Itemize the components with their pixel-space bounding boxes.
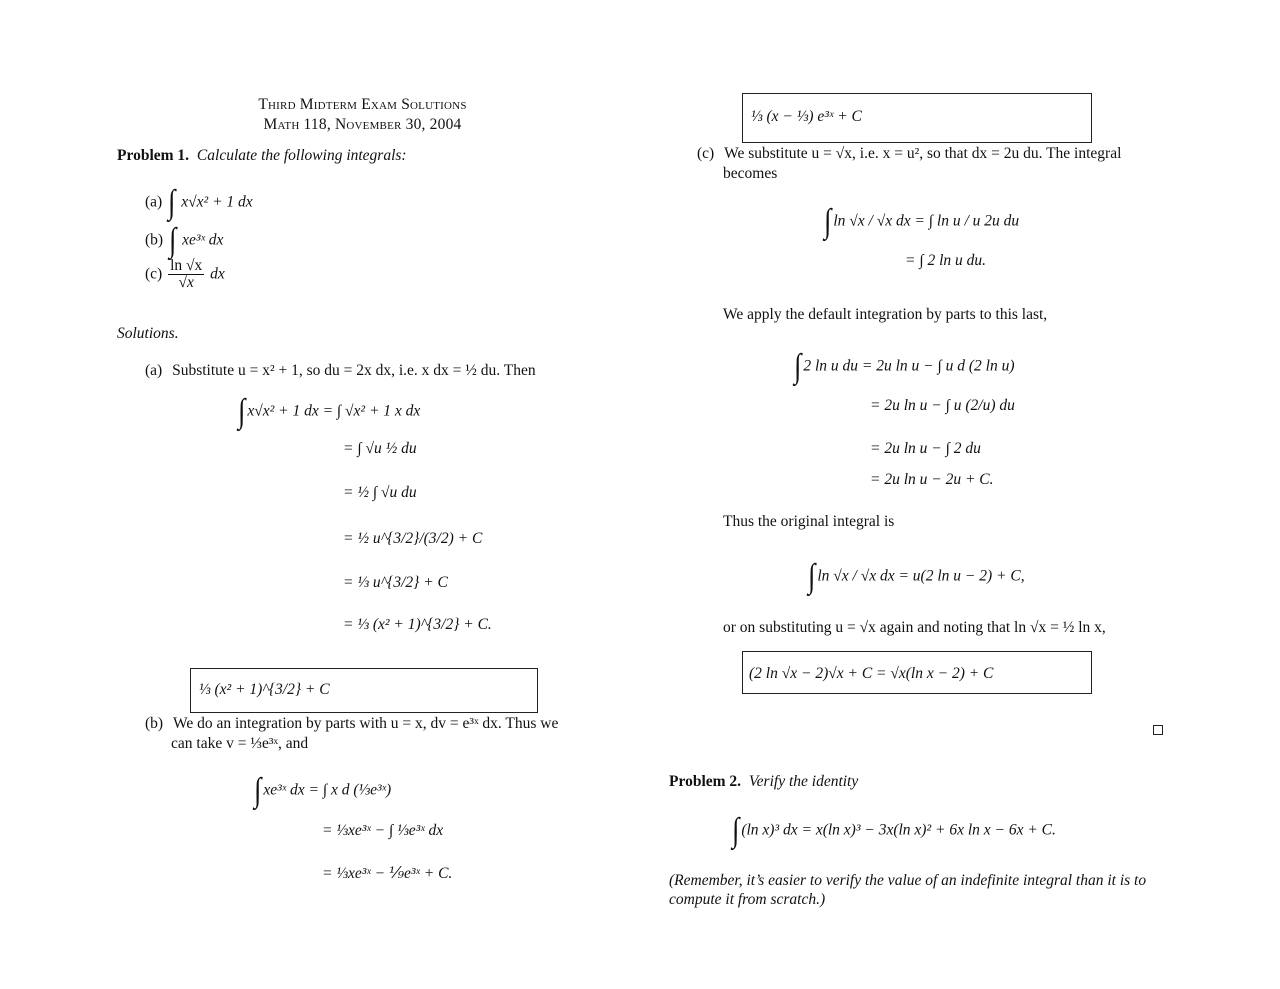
solution-c-text-line2: becomes: [723, 165, 778, 182]
answer-b: ⅓ (x − ⅓) e³ˣ + C: [751, 108, 862, 125]
part-c-numerator: ln √x: [170, 257, 203, 274]
problem2-heading: [669, 773, 858, 791]
step-text: xe³ˣ dx = ∫ x d (⅓e³ˣ): [263, 781, 392, 799]
problem2-prompt: Verify the identity: [748, 773, 859, 790]
problem1-part-a: [145, 186, 253, 220]
part-b-label: (b): [145, 231, 164, 249]
integral-sign-icon: ∫: [808, 558, 816, 595]
solution-c-parts-step: = 2u ln u − 2u + C.: [870, 471, 994, 488]
step-text: ln √x / √x dx = ∫ ln u / u 2u du: [833, 212, 1020, 230]
solution-c-intro: [697, 145, 1121, 163]
problem2-remark-line1: (Remember, it’s easier to verify the value of an indefinite integral than it is to: [669, 872, 1147, 889]
solution-a-step: = ½ ∫ √u du: [343, 484, 417, 501]
problem1-prompt: Calculate the following integrals:: [196, 147, 407, 164]
solution-c-parts-step: [792, 350, 1015, 384]
solution-a-step: = ∫ √u ½ du: [343, 440, 417, 457]
solution-c-step: [822, 205, 1019, 239]
part-a-integrand: x√x² + 1 dx: [181, 193, 253, 211]
integral-sign-icon: ∫: [254, 772, 262, 809]
solution-c-result: [806, 560, 1025, 594]
integral-sign-icon: ∫: [168, 184, 176, 221]
solution-c-thus-text: Thus the original integral is: [723, 513, 895, 530]
integral-sign-icon: ∫: [794, 348, 802, 385]
problem1-part-b: [145, 224, 223, 258]
integral-sign-icon: ∫: [168, 222, 177, 259]
problem2-remark-line2: compute it from scratch.): [669, 891, 826, 908]
solution-c-label: (c): [697, 145, 715, 162]
answer-c: (2 ln √x − 2)√x + C = √x(ln x − 2) + C: [749, 665, 994, 682]
solution-b-intro: [145, 715, 558, 733]
part-c-denominator: √x: [178, 274, 194, 292]
integral-sign-icon: ∫: [238, 393, 246, 430]
solution-b-step: [252, 774, 391, 808]
integral-sign-icon: ∫: [732, 812, 740, 849]
answer-box-a: [190, 668, 538, 713]
solution-a-text: Substitute u = x² + 1, so du = 2x dx, i.e. x dx = ½ du. Then: [172, 362, 536, 379]
part-c-dx: dx: [210, 265, 225, 283]
solution-a-label: (a): [145, 362, 163, 379]
step-text: x√x² + 1 dx = ∫ √x² + 1 x dx: [247, 402, 421, 420]
answer-box-b: [742, 93, 1092, 143]
problem1-heading: [117, 147, 407, 165]
answer-a: ⅓ (x² + 1)^{3/2} + C: [199, 681, 330, 698]
step-text: 2 ln u du = 2u ln u − ∫ u d (2 ln u): [803, 357, 1015, 375]
solution-b-label: (b): [145, 715, 164, 732]
solution-c-text-line1: We substitute u = √x, i.e. x = u², so that dx = 2u du. The integral: [724, 145, 1122, 162]
exam-subtitle: Math 118, November 30, 2004: [263, 116, 462, 133]
answer-box-c: [742, 651, 1092, 694]
solution-c-subst-text: or on substituting u = √x again and noting that ln √x = ½ ln x,: [723, 619, 1106, 636]
solution-a-intro: [145, 362, 536, 380]
part-a-label: (a): [145, 193, 163, 211]
solution-a-step: = ⅓ (x² + 1)^{3/2} + C.: [343, 616, 492, 633]
solution-b-text-line2: can take v = ⅓e³ˣ, and: [171, 735, 309, 752]
solution-c-step: = ∫ 2 ln u du.: [905, 252, 987, 269]
solution-a-step: [236, 395, 420, 429]
problem2-identity: [730, 814, 1056, 848]
solution-c-parts-step: = 2u ln u − ∫ u (2/u) du: [870, 397, 1015, 414]
solution-a-step: = ½ u^{3/2}/(3/2) + C: [343, 530, 483, 547]
solution-b-step: = ⅓xe³ˣ − ∫ ⅓e³ˣ dx: [322, 822, 444, 839]
problem2-label: Problem 2.: [669, 773, 742, 790]
solution-b-text-line1: We do an integration by parts with u = x, dv = e³ˣ dx. Thus we: [172, 715, 559, 732]
part-c-fraction: [168, 258, 204, 292]
exam-title: Third Midterm Exam Solutions: [258, 96, 467, 113]
problem1-label: Problem 1.: [117, 147, 190, 164]
part-b-integrand: xe³ˣ dx: [182, 231, 224, 249]
solutions-label: Solutions.: [117, 325, 179, 342]
solution-a-step: = ⅓ u^{3/2} + C: [343, 574, 448, 591]
solution-b-step: = ⅓xe³ˣ − ⅑e³ˣ + C.: [322, 865, 453, 882]
part-c-label: (c): [145, 265, 163, 283]
step-text: ln √x / √x dx = u(2 ln u − 2) + C,: [817, 567, 1025, 585]
solution-c-parts-step: = 2u ln u − ∫ 2 du: [870, 440, 981, 457]
identity-text: (ln x)³ dx = x(ln x)³ − 3x(ln x)² + 6x ln x − 6x + C.: [741, 821, 1056, 839]
solution-c-parts-text: We apply the default integration by parts to this last,: [723, 306, 1048, 323]
problem1-part-c: [145, 258, 225, 292]
integral-sign-icon: ∫: [824, 203, 832, 240]
qed-square-icon: [1153, 725, 1163, 735]
